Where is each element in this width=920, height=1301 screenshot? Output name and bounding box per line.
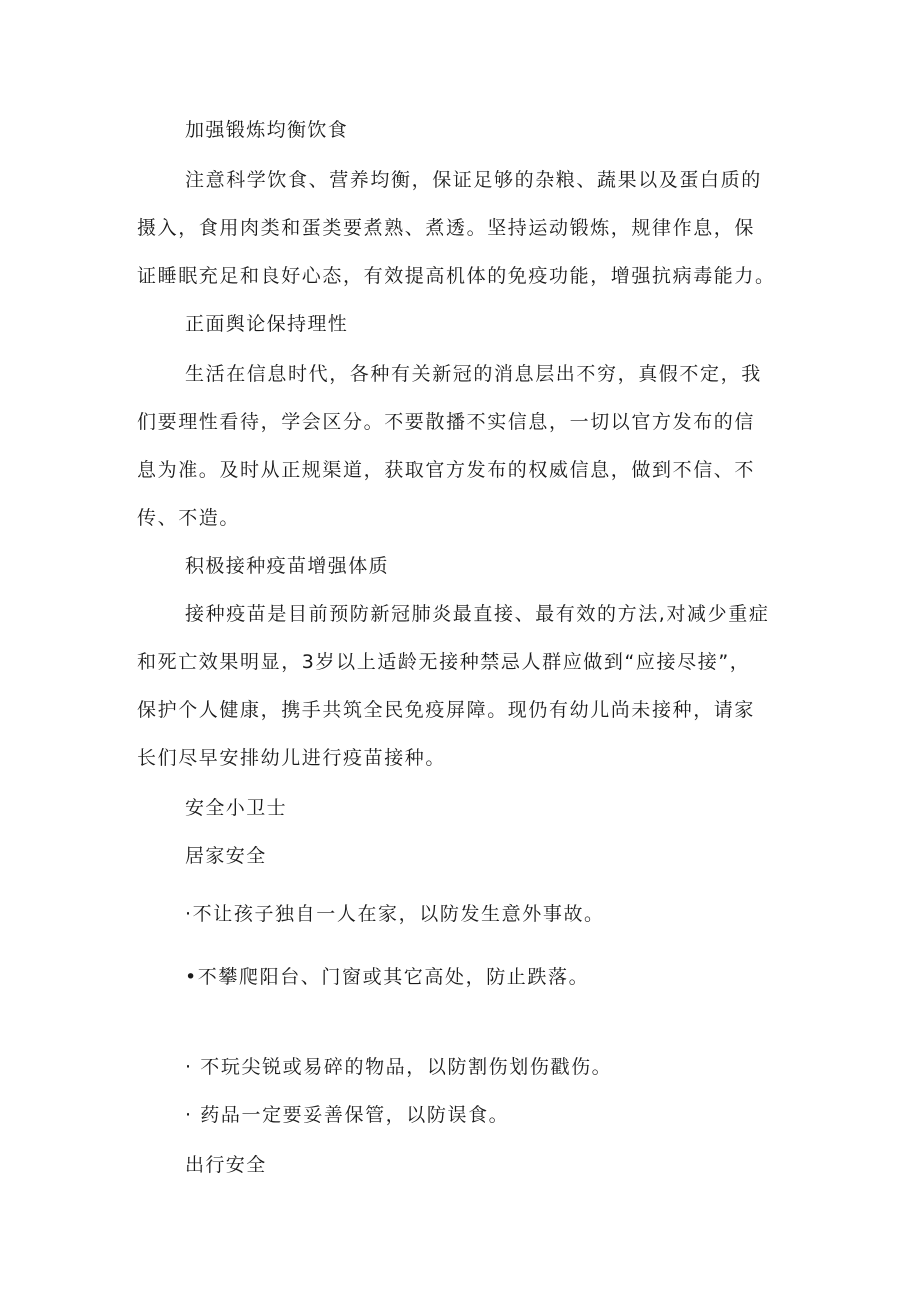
paragraph-line: 们要理性看待，学会区分。不要散播不实信息，一切以官方发布的信 [137, 411, 756, 433]
paragraph-line: 接种疫苗是目前预防新冠肺炎最直接、最有效的方法,对减少重症 [185, 603, 770, 625]
paragraph-line: 保护个人健康，携手共筑全民免疫屏障。现仍有幼儿尚未接种，请家 [137, 699, 756, 721]
list-item: ·不让孩子独自一人在家，以防发生意外事故。 [185, 903, 605, 925]
paragraph-line: 长们尽早安排幼儿进行疫苗接种。 [137, 747, 447, 769]
paragraph-line: 证睡眠充足和良好心态，有效提高机体的免疫功能，增强抗病毒能力。 [137, 265, 776, 287]
section-heading-diet: 加强锻炼均衡饮食 [185, 119, 349, 141]
paragraph-line: 注意科学饮食、营养均衡，保证足够的杂粮、蔬果以及蛋白质的 [185, 169, 762, 191]
list-item: · 不玩尖锐或易碎的物品，以防割伤划伤戳伤。 [185, 1056, 613, 1078]
paragraph-line: 息为准。及时从正规渠道，获取官方发布的权威信息，做到不信、不 [137, 459, 756, 481]
paragraph-line: 摄入，食用肉类和蛋类要煮熟、煮透。坚持运动锻炼，规律作息，保 [137, 217, 756, 239]
paragraph-line: 生活在信息时代，各种有关新冠的消息层出不穷，真假不定，我 [185, 363, 762, 385]
paragraph-line: 和死亡效果明显，3岁以上适龄无接种禁忌人群应做到“应接尽接”， [137, 651, 751, 673]
section-heading-vaccine: 积极接种疫苗增强体质 [185, 555, 390, 577]
section-heading-home-safety: 居家安全 [185, 845, 267, 867]
safety-title: 安全小卫士 [185, 797, 288, 819]
list-item: •不攀爬阳台、门窗或其它高处，防止跌落。 [185, 966, 590, 988]
section-heading-travel-safety: 出行安全 [185, 1154, 267, 1176]
section-heading-opinion: 正面舆论保持理性 [185, 313, 349, 335]
paragraph-line: 传、不造。 [137, 507, 241, 529]
list-item: · 药品一定要妥善保管，以防误食。 [185, 1104, 510, 1126]
